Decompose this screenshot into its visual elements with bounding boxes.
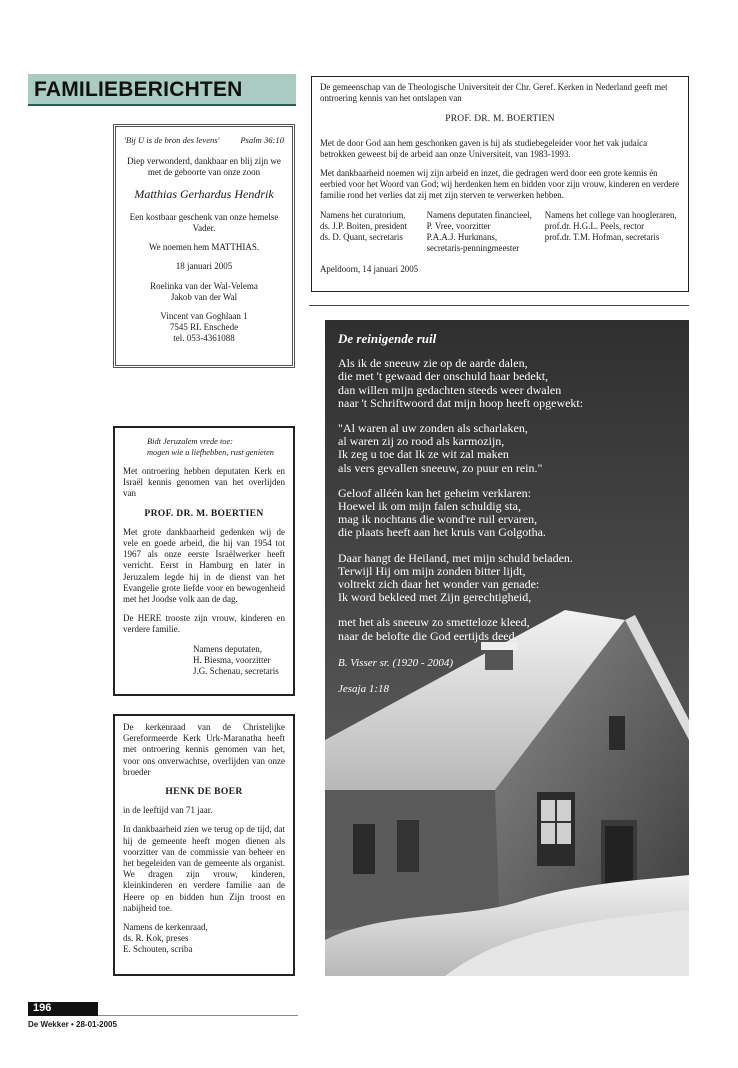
poem-stanza: Daar hangt de Heiland, met mijn schuld beladen. Terwijl Hij om mijn zonden bitter lijdt, voltrekt zich daar het wonder van genade: Ik word bekleed met Zijn gerechtigheid, [338,550,573,605]
birth-date: 18 januari 2005 [175,261,233,272]
urk-deceased-name: HENK DE BOER [165,786,243,798]
birth-announcement [113,124,295,368]
israel-body: Met grote dankbaarheid gedenken wij de vele en goede arbeid, die hij van 1954 tot 1967 als onze eerste Israëlwerker heeft verricht. Eerst in Hamburg en later in Jeruzalem legde hij in de dienst van het Evangelie grote liefde voor en bewogenheid met het Joodse volk aan de dag. [123,526,285,605]
footer-rule [98,1015,298,1016]
birth-call: We noemen hem MATTHIAS. [148,242,260,253]
urk-intro: De kerkenraad van de Christelijke Gereformeerde Kerk Urk-Maranatha heeft met ontroering kennis genomen van het, voor ons onverwachtse, overlijden van onze broeder [123,722,285,777]
birth-address: Vincent van Goghlaan 1 7545 RL Enschede tel. 053-4361088 [160,311,248,344]
section-title: FAMILIEBERICHTEN [34,78,243,101]
israel-signature: Namens deputaten, H. Biesma, voorzitter J.G. Schenau, secretaris [193,643,279,676]
publication-footer: De Wekker • 28-01-2005 [28,1020,117,1029]
univ-paragraph-2: Met dankbaarheid noemen wij zijn arbeid en inzet, die gedragen werd door een grote kennis én eerbied voor het Woord van God; wij herdenken hem en bidden voor zijn vrouw, kinderen en verdere familie rond het verlies dat zij met zijn sterven te verwerken hebben. [320,168,680,201]
poem-stanza: "Al waren al uw zonden als scharlaken, al waren zij zo rood als karmozijn, Ik zeg u toe dat Ik ze wit zal maken als vers gevallen sneeuw, zo puur en rein." [338,421,543,475]
urk-body: In dankbaarheid zien we terug op de tijd, dat hij de gemeente heeft mogen dienen als voorzitter van de commissie van beheer en het begeleiden van de gemeente als organist. We dragen zijn vrouw, kinderen, kleinkinderen en verdere familie aan de Heere op en bidden hun Zijn troost en nabijheid toe. [123,824,285,913]
divider [309,305,689,306]
poem-title: De reinigende ruil [338,331,437,346]
birth-parents: Roelinka van der Wal-Velema Jakob van der Wal [150,280,258,302]
poem [338,332,678,696]
univ-deceased-name: PROF. DR. M. BOERTIEN [445,114,555,125]
israel-quote: Bidt Jeruzalem vrede toe: mogen wie u liefhebben, rust genieten [147,437,274,457]
israel-announcement [113,426,295,696]
section-header [28,74,296,106]
child-name: Matthias Gerhardus Hendrik [134,186,274,201]
urk-signature: Namens de kerkenraad, ds. R. Kok, preses E. Schouten, scriba [123,922,208,955]
univ-signatures [320,210,680,254]
poem-author: B. Visser sr. (1920 - 2004) [338,656,453,669]
birth-gift: Een kostbaar geschenk van onze hemelse Vader. [129,211,279,234]
israel-deceased-name: PROF. DR. M. BOERTIEN [144,507,264,519]
urk-announcement [113,714,295,976]
birth-motto: 'Bij U is de bron des levens' Psalm 36:10 [124,135,284,145]
signature-curatorium: Namens het curatorium, ds. J.P. Boiten, president ds. D. Quant, secretaris [320,209,408,242]
university-announcement [311,76,689,292]
urk-age: in de leeftijd van 71 jaar. [123,805,213,816]
signature-finance: Namens deputaten financieel, P. Vree, voorzitter P.A.A.J. Hurkmans, secretaris-penningmeester [426,209,532,253]
poem-panel [325,320,689,976]
poem-stanza: Geloof alléén kan het geheim verklaren: Hoewel ik om mijn falen schuldig sta, mag ik nochtans die wond're ruil ervaren, die plaats heeft aan het kruis van Golgotha. [338,485,546,540]
poem-reference: Jesaja 1:18 [338,683,390,696]
univ-place-date: Apeldoorn, 14 januari 2005 [320,263,419,274]
page-number-box [28,1002,98,1016]
univ-paragraph-1: Met de door God aan hem geschonken gaven is hij als studiebegeleider voor het vak judaïca betrokken geweest bij de arbeid aan onze Universiteit, van 1983-1993. [320,137,648,159]
israel-comfort: De HERE trooste zijn vrouw, kinderen en verdere familie. [123,613,285,635]
birth-intro: Diep verwonderd, dankbaar en blij zijn we met de geboorte van onze zoon [127,156,281,178]
page-number: 196 [33,1002,52,1014]
poem-stanza: met het als sneeuw zo smetteloze kleed, naar de belofte die God eertijds deed. [338,615,530,643]
signature-professors: Namens het college van hoogleraren, prof.dr. H.G.L. Peels, rector prof.dr. T.M. Hofman, secretaris [544,209,677,242]
univ-intro: De gemeenschap van de Theologische Universiteit der Chr. Geref. Kerken in Nederland geeft met ontroering kennis van het ontslapen van [320,82,668,104]
poem-stanza: Als ik de sneeuw zie op de aarde dalen, die met 't gewaad der onschuld haar bedekt, dan willen mijn gedachten steeds weer dwalen naar 't Schriftwoord dat mijn hoop heeft opgewekt: [338,356,584,410]
israel-intro: Met ontroering hebben deputaten Kerk en Israël kennis genomen van het overlijden van [123,466,285,499]
